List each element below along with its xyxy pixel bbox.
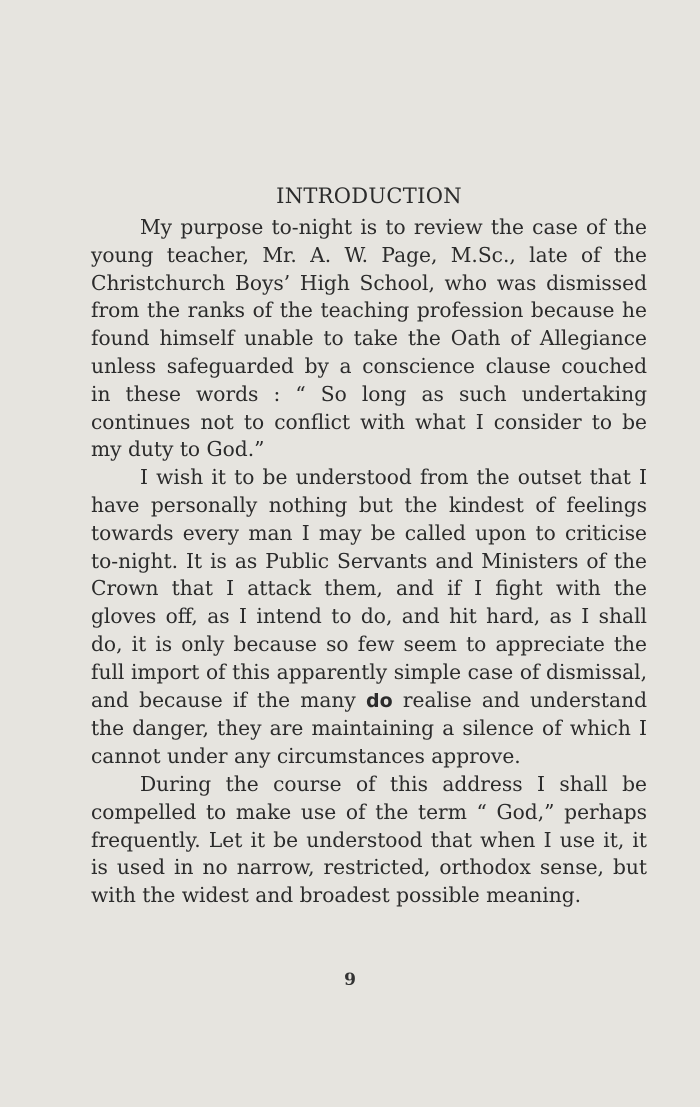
chapter-title: INTRODUCTION bbox=[276, 184, 462, 208]
paragraph-3: During the course of this address I shall be compelled to make use of the term “ God,” perhaps frequently. Let it be understood that when I use it, it is used in no narrow, restricted, orthodox sense, but with the widest and broadest possible meaning. bbox=[91, 771, 647, 908]
paragraph-2-text-before: I wish it to be understood from the outset that I have personally nothing but the kindest of feelings towards every man I may be called upon to criticise to-night. It is as Public Servants and Ministers of the Crown that I attack them, and if I fight with the gloves off, as I intend to do, and hit hard, as I shall do, it is only because so few seem to appreciate the full import of this apparently simple case of dismissal, and because if the many bbox=[91, 465, 647, 712]
paragraph-1: My purpose to-night is to review the case of the young teacher, Mr. A. W. Page, M.Sc., late of the Christchurch Boys’ High School, who was dismissed from the ranks of the teaching profession because he found himself unable to take the Oath of Allegiance unless safeguarded by a conscience clause couched in these words : “ So long as such undertaking continues not to conflict with what I consider to be my duty to God.” bbox=[91, 215, 647, 462]
paragraph-2-text-after: realise and understand the danger, they are maintaining a silence of which I cannot under any circumstances approve. bbox=[91, 687, 647, 769]
paragraph-2 bbox=[91, 464, 647, 771]
page-content bbox=[91, 182, 647, 910]
paragraph-2-emphasis: do bbox=[366, 689, 393, 712]
page-number: 9 bbox=[344, 970, 356, 990]
